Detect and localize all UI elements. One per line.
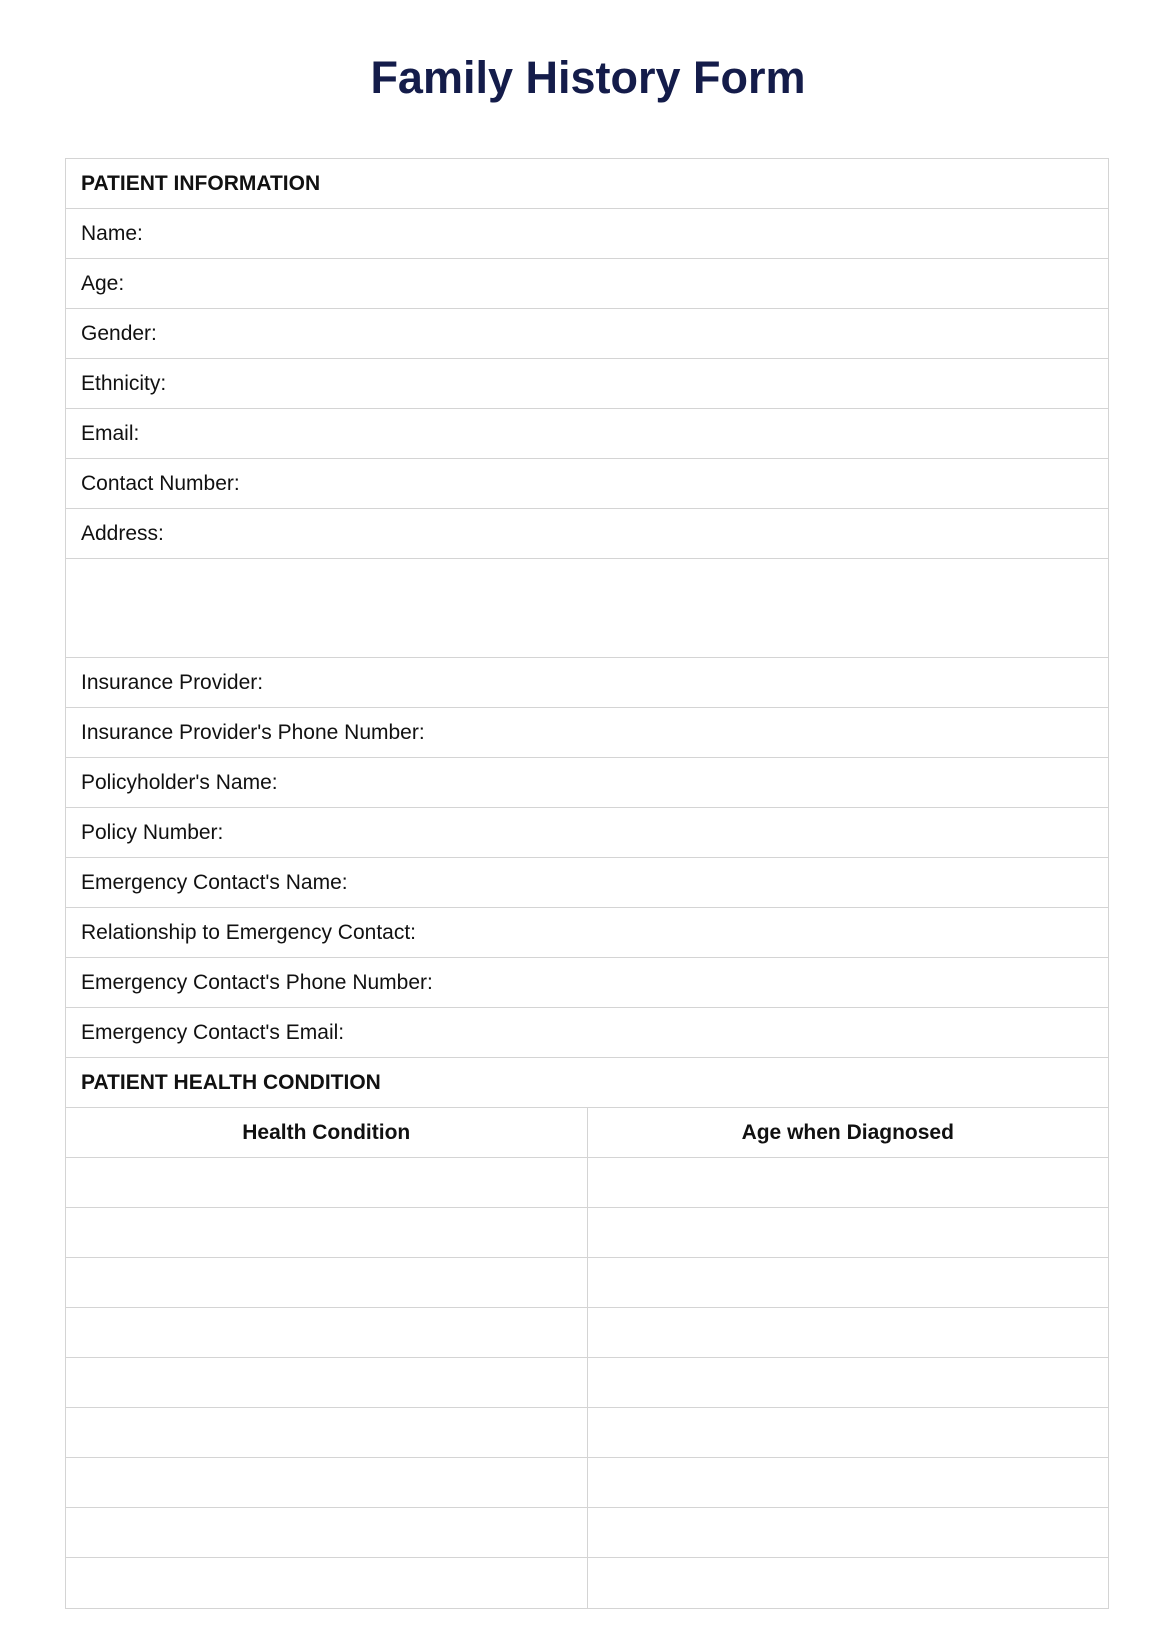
- field-emergency-contact-email[interactable]: Emergency Contact's Email:: [66, 1008, 1108, 1058]
- health-condition-cell[interactable]: [66, 1458, 587, 1507]
- section-heading-patient-information: PATIENT INFORMATION: [66, 159, 1108, 209]
- field-ethnicity[interactable]: Ethnicity:: [66, 359, 1108, 409]
- table-row: [66, 1158, 1108, 1208]
- field-address[interactable]: Address:: [66, 509, 1108, 559]
- table-row: [66, 1558, 1108, 1608]
- table-row: [66, 1308, 1108, 1358]
- field-policy-number[interactable]: Policy Number:: [66, 808, 1108, 858]
- family-history-form: [65, 158, 1109, 1609]
- health-condition-cell[interactable]: [66, 1508, 587, 1557]
- field-age[interactable]: Age:: [66, 259, 1108, 309]
- age-diagnosed-cell[interactable]: [587, 1458, 1109, 1507]
- table-row: [66, 1258, 1108, 1308]
- field-name[interactable]: Name:: [66, 209, 1108, 259]
- table-row: [66, 1408, 1108, 1458]
- age-diagnosed-cell[interactable]: [587, 1508, 1109, 1557]
- table-row: [66, 1358, 1108, 1408]
- field-email[interactable]: Email:: [66, 409, 1108, 459]
- column-header-age-diagnosed: Age when Diagnosed: [587, 1108, 1109, 1157]
- column-header-health-condition: Health Condition: [242, 1120, 411, 1144]
- age-diagnosed-cell[interactable]: [587, 1258, 1109, 1307]
- field-insurance-provider-phone[interactable]: Insurance Provider's Phone Number:: [66, 708, 1108, 758]
- section-heading-health-condition: PATIENT HEALTH CONDITION: [66, 1058, 1108, 1108]
- field-emergency-contact-name[interactable]: Emergency Contact's Name:: [66, 858, 1108, 908]
- health-condition-cell[interactable]: [66, 1358, 587, 1407]
- age-diagnosed-cell[interactable]: [587, 1558, 1109, 1608]
- age-diagnosed-cell[interactable]: [587, 1158, 1109, 1207]
- field-address-continued[interactable]: [66, 559, 1108, 658]
- field-insurance-provider[interactable]: Insurance Provider:: [66, 658, 1108, 708]
- table-row: [66, 1208, 1108, 1258]
- health-condition-cell[interactable]: [66, 1208, 587, 1257]
- field-policyholder-name[interactable]: Policyholder's Name:: [66, 758, 1108, 808]
- health-condition-cell[interactable]: [66, 1308, 587, 1357]
- field-gender[interactable]: Gender:: [66, 309, 1108, 359]
- age-diagnosed-cell[interactable]: [587, 1408, 1109, 1457]
- table-row: [66, 1508, 1108, 1558]
- table-row: [66, 1458, 1108, 1508]
- age-diagnosed-cell[interactable]: [587, 1208, 1109, 1257]
- page-title: Family History Form: [370, 52, 806, 103]
- field-emergency-contact-relationship[interactable]: Relationship to Emergency Contact:: [66, 908, 1108, 958]
- health-table-header: [66, 1108, 1108, 1158]
- health-condition-cell[interactable]: [66, 1408, 587, 1457]
- field-emergency-contact-phone[interactable]: Emergency Contact's Phone Number:: [66, 958, 1108, 1008]
- health-condition-cell[interactable]: [66, 1158, 587, 1207]
- health-condition-cell[interactable]: [66, 1258, 587, 1307]
- age-diagnosed-cell[interactable]: [587, 1358, 1109, 1407]
- health-condition-cell[interactable]: [66, 1558, 587, 1608]
- field-contact-number[interactable]: Contact Number:: [66, 459, 1108, 509]
- age-diagnosed-cell[interactable]: [587, 1308, 1109, 1357]
